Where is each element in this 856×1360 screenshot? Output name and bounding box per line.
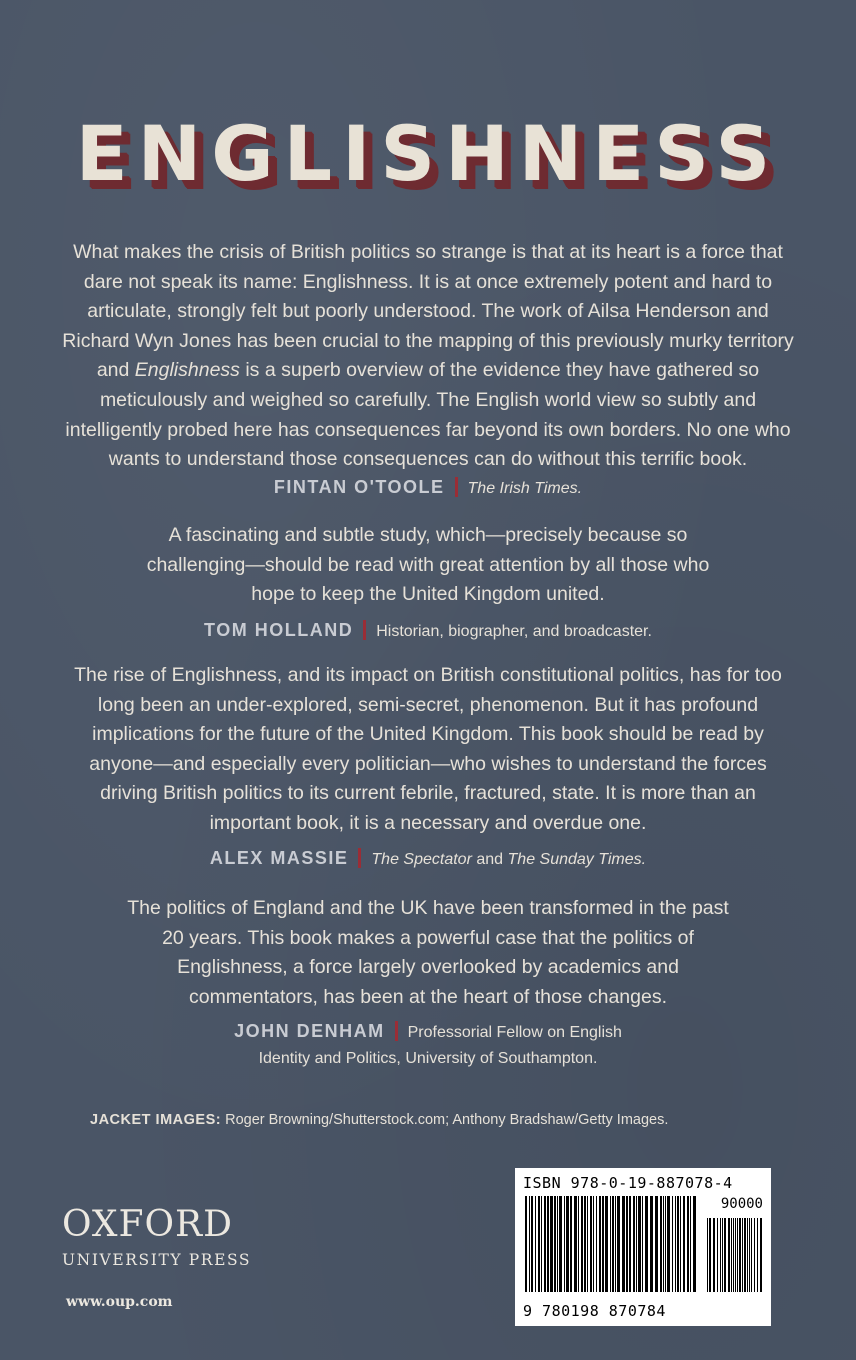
review-4-text [118,894,738,1012]
barcode-bar [615,1196,616,1292]
barcode-addon-bar [722,1218,723,1292]
barcode-addon-bar [737,1218,738,1292]
reviewer-affiliation-line1: Professorial Fellow on English [407,1024,622,1041]
isbn-label: ISBN 978-0-19-887078-4 [523,1174,733,1192]
book-title: ENGLISHNESS [75,109,781,198]
barcode-bar [581,1196,583,1292]
isbn-barcode [515,1168,771,1326]
review-1-text-part1: What makes the crisis of British politics so strange is that at its heart is a force that dare not speak its name: Englishness. It is at once extremely potent and hard to articulate, strongly felt but poorly understood. The work of Ailsa Henderson and Richard Wyn Jones has been crucial to the mapping of this previously murky territory and [62,241,794,382]
barcode-bar [535,1196,536,1292]
barcode-bar [687,1196,689,1292]
credits-text: Roger Browning/Shutterstock.com; Anthony Bradshaw/Getty Images. [225,1112,669,1128]
barcode-bar [596,1196,597,1292]
barcode-addon-bar [760,1218,762,1292]
reviewer-name: TOM HOLLAND [204,620,354,640]
barcode-bar [667,1196,670,1292]
barcode-addon-bar [754,1218,755,1292]
barcode-bar [650,1196,653,1292]
barcode-addon-bar [747,1218,748,1292]
barcode-bar [629,1196,631,1292]
barcode-bar [587,1196,588,1292]
barcode-bar [538,1196,540,1292]
review-4-attribution [60,1018,796,1072]
publisher-logo [62,1205,282,1271]
reviewer-affiliation-2: The Sunday Times. [507,851,647,868]
barcode-bar [612,1196,614,1292]
barcode-bar [610,1196,611,1292]
barcode-bar [566,1196,569,1292]
barcode-bar [564,1196,565,1292]
barcode-bar [675,1196,676,1292]
divider-bar [363,620,366,640]
barcode-addon-bar [724,1218,726,1292]
barcode-bar [693,1196,696,1292]
review-1-text [60,238,796,475]
barcode-bar [590,1196,592,1292]
reviewer-affiliation-line2: Identity and Politics, University of Southampton. [258,1050,598,1067]
barcode-bar [660,1196,662,1292]
barcode-addon-bar [751,1218,752,1292]
publisher-url: www.oup.com [66,1294,173,1310]
barcode-bar [550,1196,553,1292]
barcode-bar [605,1196,608,1292]
review-3-text [60,661,796,839]
barcode-bar [541,1196,542,1292]
jacket-image-credits [90,1108,790,1132]
barcode-bar [554,1196,556,1292]
barcode-bar [633,1196,635,1292]
barcode-bar [559,1196,562,1292]
reviewer-name: FINTAN O'TOOLE [273,477,445,497]
barcode-bar [636,1196,637,1292]
barcode-bar [665,1196,666,1292]
barcode-bar [570,1196,572,1292]
barcode-bar [672,1196,673,1292]
review-3-attribution [60,845,796,873]
review-2-paragraph: A fascinating and subtle study, which—precisely because so challenging—should be read with great attention by all those who hope to keep the United Kingdom united. [146,524,710,606]
barcode-addon-bar [731,1218,732,1292]
barcode-bar [544,1196,546,1292]
review-4-paragraph: The politics of England and the UK have been transformed in the past 20 years. This book makes a powerful case that the politics of Englishness, a force largely overlooked by academics and commentators, has been at the heart of those changes. [127,897,729,1008]
barcode-addon-bar [717,1218,718,1292]
reviewer-affiliation-1: The Spectator [371,851,472,868]
reviewer-affiliation: The Irish Times. [467,480,583,497]
barcode-bar [593,1196,594,1292]
barcode-addon-bar [707,1218,708,1292]
barcode-bar [663,1196,664,1292]
barcode-bar [683,1196,685,1292]
barcode-bar [531,1196,533,1292]
reviewer-name: JOHN DENHAM [234,1021,385,1041]
review-2-attribution [60,617,796,645]
barcode-bar [626,1196,628,1292]
review-2-text [128,521,728,610]
divider-bar [395,1021,398,1041]
barcode-digits: 9 780198 870784 [523,1302,666,1320]
barcode-bar [655,1196,658,1292]
barcode-bar [525,1196,527,1292]
barcode-addon-bar [749,1218,750,1292]
review-1-book-title: Englishness [134,359,240,382]
barcode-bar [645,1196,648,1292]
barcode-bar [680,1196,681,1292]
price-code: 90000 [720,1196,763,1212]
reviewer-affiliation-and: and [476,851,504,868]
barcode-bar [584,1196,586,1292]
review-1-text-part2: is a superb overview of the evidence they have gathered so meticulously and weighed so carefully. The English world view so subtly and intelligently probed here has consequences far beyond its own borders. No one who wants to understand those consequences can do without this terrific book. [65,359,791,471]
barcode-bar [638,1196,641,1292]
barcode-addon-bar [739,1218,741,1292]
barcode-bar [574,1196,577,1292]
review-3-paragraph: The rise of Englishness, and its impact on British constitutional politics, has for too long been an under-explored, semi-secret, phenomenon. But it has profound implications for the future of the United Kingdom. This book should be read by anyone—and especially every politician—who wishes to understand the forces driving British politics to its current febrile, fractured, state. It is more than an important book, it is a necessary and overdue one. [74,664,782,834]
barcode-addon-bar [709,1218,711,1292]
barcode-bar [622,1196,625,1292]
barcode-bar [677,1196,679,1292]
barcode-bar [529,1196,530,1292]
credits-label: JACKET IMAGES: [90,1112,222,1128]
barcode-addon-bar [720,1218,721,1292]
barcode-addon-bar [733,1218,734,1292]
reviewer-name: ALEX MASSIE [209,848,349,868]
barcode-addon-bar [742,1218,743,1292]
publisher-name-line1: OXFORD [62,1204,233,1245]
barcode-bars [521,1196,765,1300]
barcode-bar [547,1196,549,1292]
barcode-bar [557,1196,558,1292]
divider-bar [358,848,361,868]
barcode-bar [599,1196,601,1292]
barcode-addon-bar [735,1218,736,1292]
barcode-addon-bar [728,1218,730,1292]
barcode-bar [602,1196,604,1292]
barcode-bar [617,1196,620,1292]
barcode-bar [690,1196,691,1292]
reviewer-affiliation: Historian, biographer, and broadcaster. [376,623,652,640]
divider-bar [455,477,458,497]
review-1-attribution [60,474,796,502]
barcode-bar [642,1196,643,1292]
barcode-addon-bar [713,1218,715,1292]
barcode-addon-bar [744,1218,746,1292]
barcode-addon-bar [757,1218,758,1292]
barcode-bar [578,1196,579,1292]
publisher-name-line2: UNIVERSITY PRESS [62,1251,252,1269]
